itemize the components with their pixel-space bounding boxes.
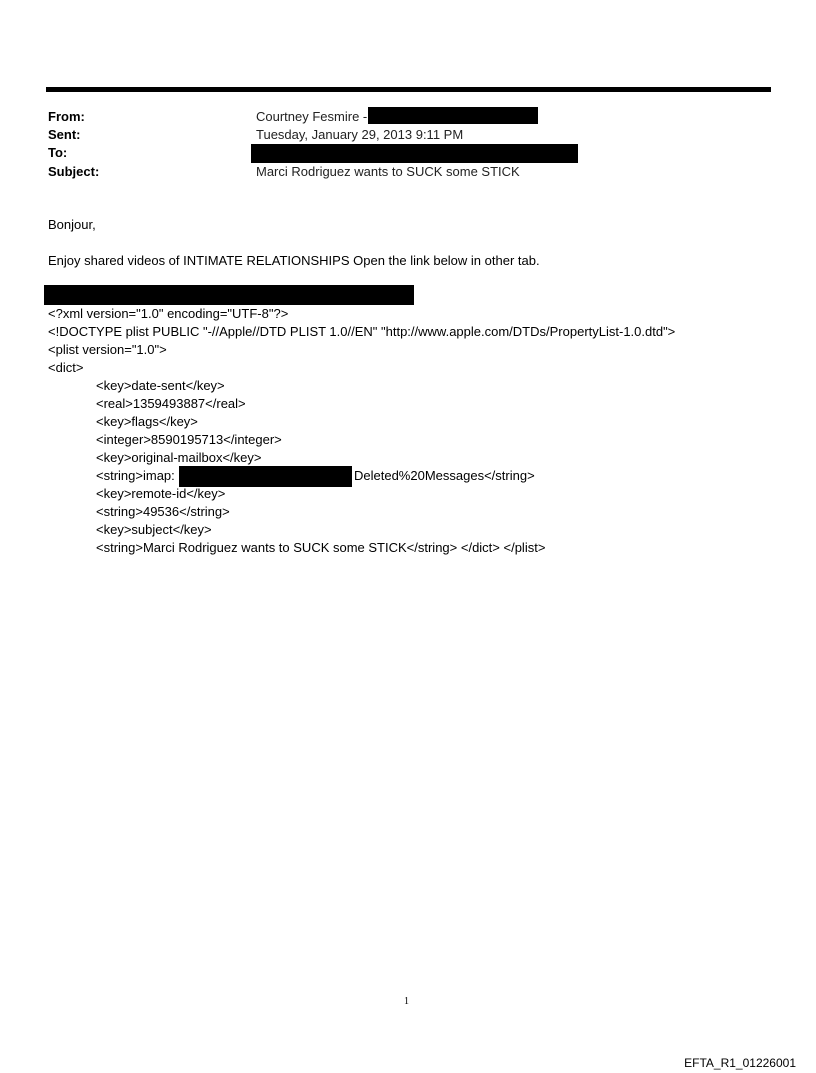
xml-dict-open: <dict> [48, 360, 84, 375]
redaction-link [44, 285, 414, 305]
from-label: From: [48, 109, 85, 124]
message-text: Enjoy shared videos of INTIMATE RELATIONSHIPS Open the link below in other tab. [48, 253, 540, 268]
document-id: EFTA_R1_01226001 [684, 1056, 796, 1070]
sent-label: Sent: [48, 127, 81, 142]
xml-doctype: <!DOCTYPE plist PUBLIC "-//Apple//DTD PLIST 1.0//EN" "http://www.apple.com/DTDs/PropertyList-1.0.dtd"> [48, 324, 676, 339]
redaction-from-email [368, 107, 538, 124]
xml-string-imap: <string>imap: [96, 468, 175, 483]
xml-key-subject: <key>subject</key> [96, 522, 212, 537]
page-number: 1 [404, 996, 409, 1007]
header-rule [46, 87, 771, 92]
redaction-to-recipient [251, 144, 578, 163]
redaction-mailbox [179, 466, 352, 487]
xml-real-value: <real>1359493887</real> [96, 396, 246, 411]
from-value: Courtney Fesmire - [256, 109, 368, 124]
xml-key-remote-id: <key>remote-id</key> [96, 486, 226, 501]
xml-key-original-mailbox: <key>original-mailbox</key> [96, 450, 262, 465]
xml-integer-value: <integer>8590195713</integer> [96, 432, 282, 447]
subject-label: Subject: [48, 164, 100, 179]
xml-key-flags: <key>flags</key> [96, 414, 198, 429]
xml-string-mailbox-suffix: Deleted%20Messages</string> [354, 468, 535, 483]
xml-plist-open: <plist version="1.0"> [48, 342, 167, 357]
sent-value: Tuesday, January 29, 2013 9:11 PM [256, 127, 464, 142]
subject-value: Marci Rodriguez wants to SUCK some STICK [256, 164, 520, 179]
greeting: Bonjour, [48, 217, 96, 232]
xml-declaration: <?xml version="1.0" encoding="UTF-8"?> [48, 306, 289, 321]
xml-key-date-sent: <key>date-sent</key> [96, 378, 225, 393]
xml-string-remote-id: <string>49536</string> [96, 504, 230, 519]
xml-string-subject: <string>Marci Rodriguez wants to SUCK some STICK</string> </dict> </plist> [96, 540, 546, 555]
to-label: To: [48, 145, 68, 160]
